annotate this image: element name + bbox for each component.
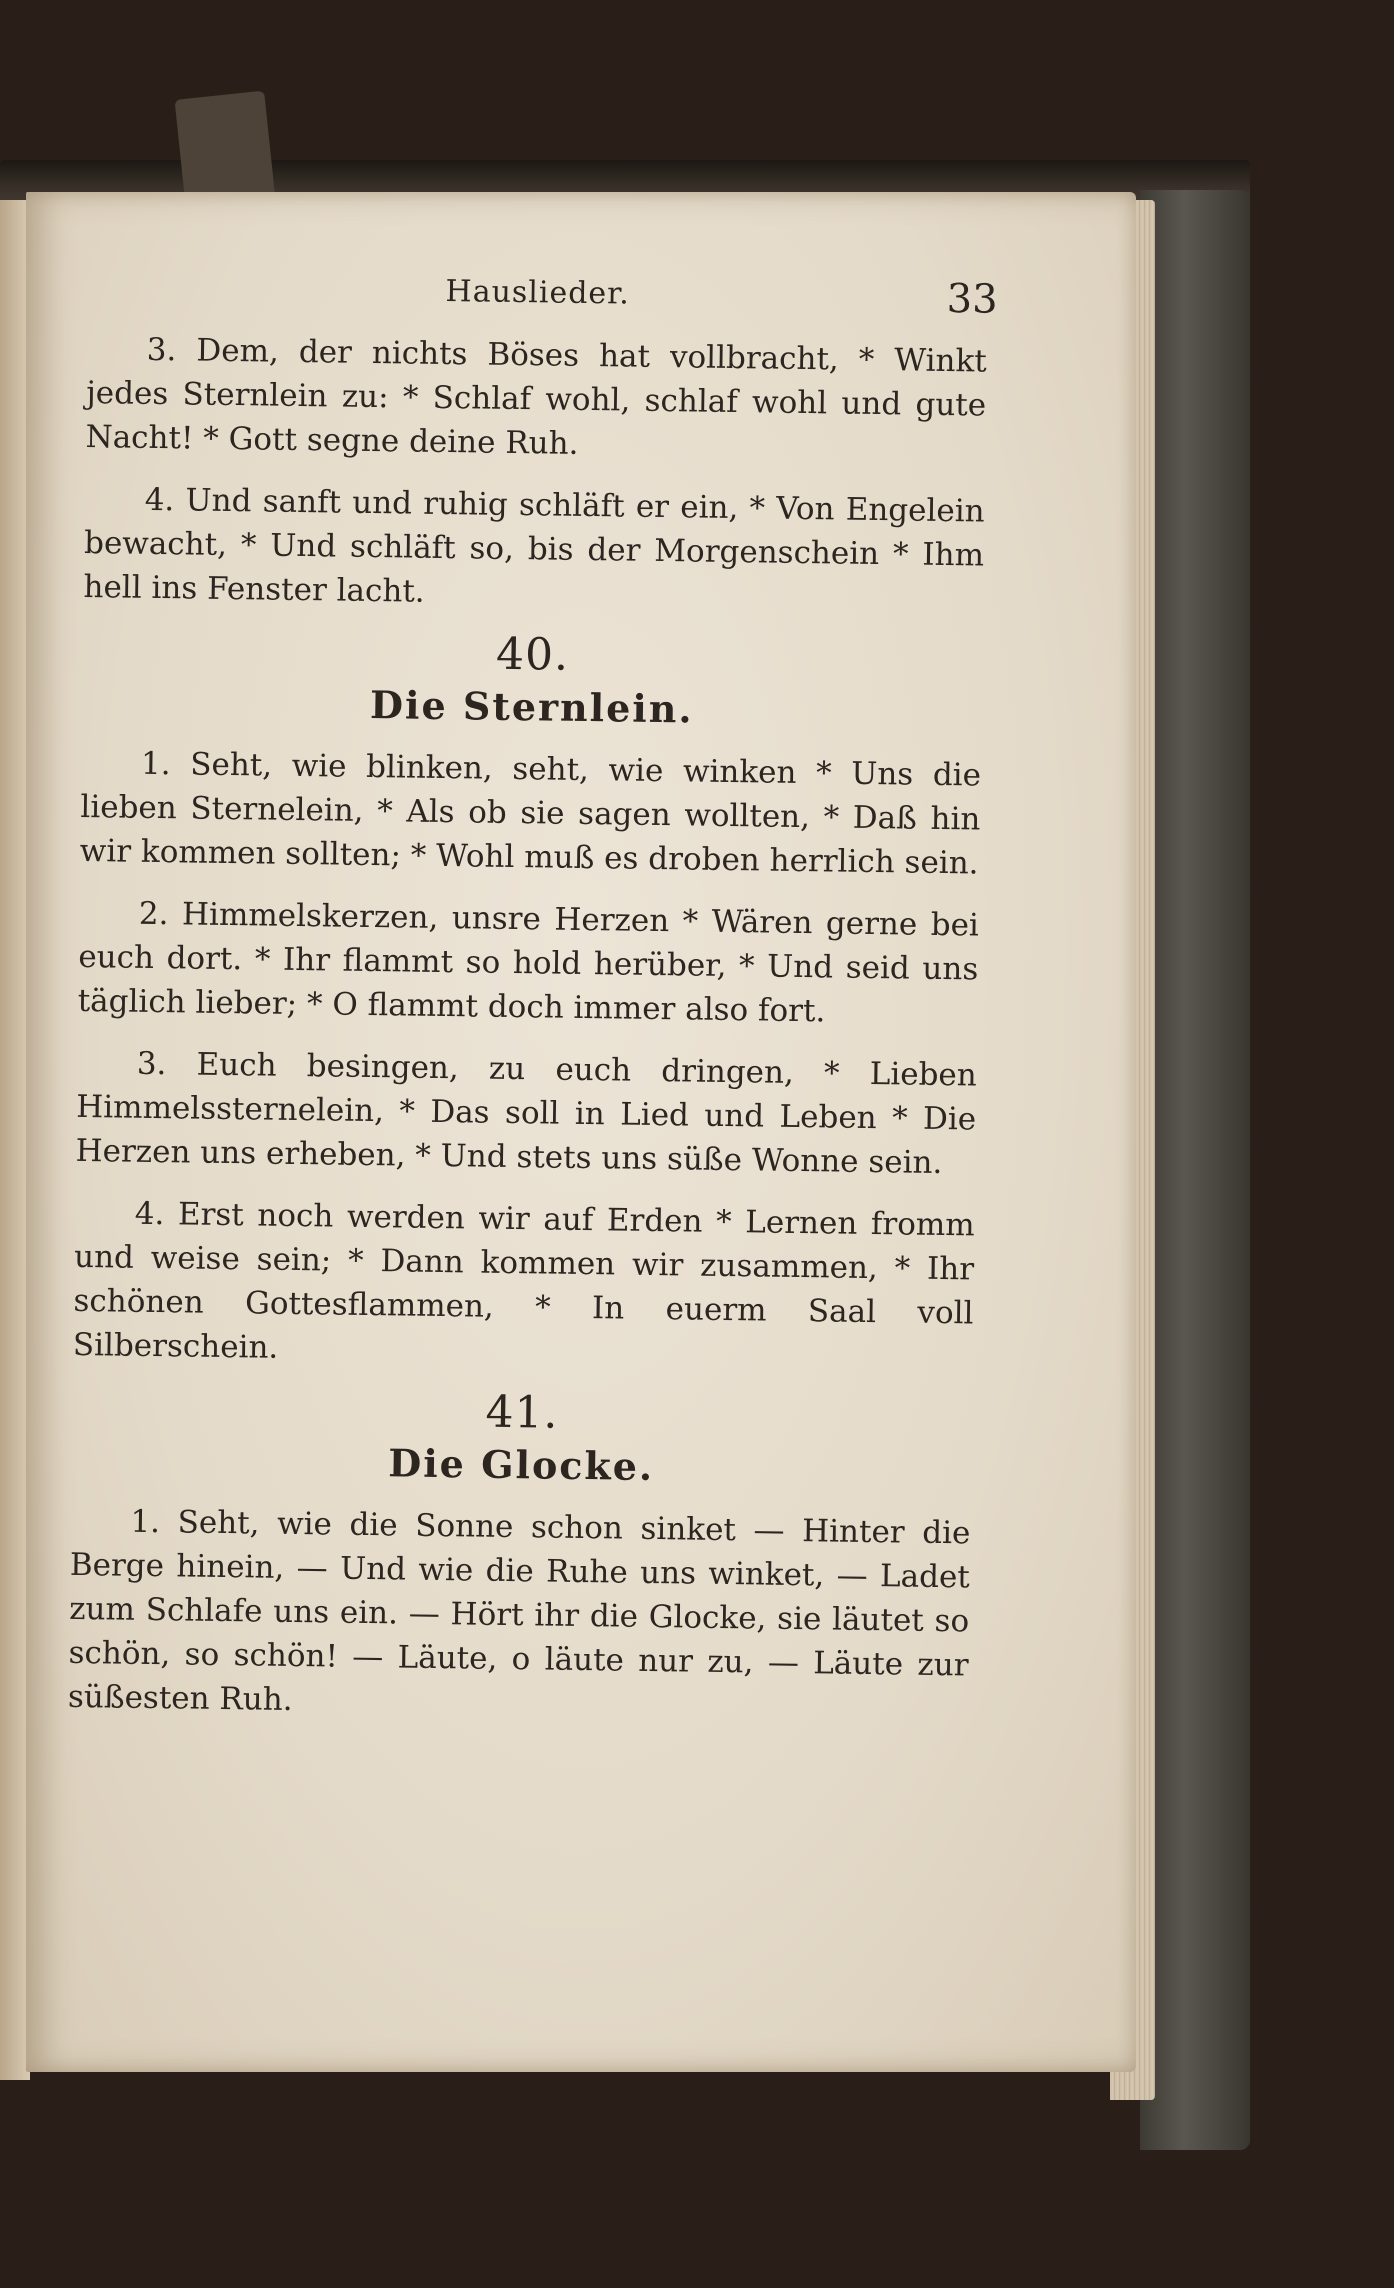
running-head-title: Hauslieder. — [445, 273, 631, 312]
page-number: 33 — [946, 275, 998, 323]
running-head — [87, 265, 998, 340]
hymn-number: 41. — [485, 1386, 559, 1439]
verse: 4. Und sanft und ruhig schläft er ein, * Von Engelein bewacht, * Und schläft so, bis der Morgenschein * Ihm hell ins Fenster lacht. — [83, 481, 985, 610]
verse: 2. Himmelskerzen, unsre Herzen * Wären gerne bei euch dort. * Ihr flammt so hold herüber, * Und seid uns täglich lieber; * O flammt doch immer also fort. — [77, 895, 980, 1030]
hymn-number: 40. — [495, 628, 570, 681]
verse: 3. Dem, der nichts Böses hat vollbracht, * Winkt jedes Sternlein zu: * Schlaf wohl, schlaf wohl und gute Nacht! * Gott segne deine Ruh. — [85, 331, 987, 462]
verse: 1. Seht, wie blinken, seht, wie winken * Uns die lieben Sternelein, * Als ob sie sagen wollten, * Daß hin wir kommen sollten; * Wohl muß es droben herrlich sein. — [79, 745, 982, 882]
book-cover-right — [1140, 190, 1250, 2150]
page-text — [67, 265, 998, 1749]
verse: 3. Euch besingen, zu euch dringen, * Lieben Himmelssternelein, * Das soll in Lied und Leben * Die Herzen uns erheben, * Und stets uns süße Wonne sein. — [75, 1045, 978, 1182]
verse: 4. Erst noch werden wir auf Erden * Lernen fromm und weise sein; * Dann kommen wir zusammen, * Ihr schönen Gottesflammen, * In euerm Saal voll Silberschein. — [72, 1195, 975, 1366]
hymn-title: Die Glocke. — [388, 1440, 655, 1490]
verse: 1. Seht, wie die Sonne schon sinket — Hinter die Berge hinein, — Und wie die Ruhe uns winket, — Ladet zum Schlafe uns ein. — Hört ihr die Glocke, sie läutet so schön, so schön! — Läute, o läute nur zu, — Läute zur süßesten Ruh. — [67, 1503, 971, 1718]
hymn-title: Die Sternlein. — [369, 681, 694, 732]
